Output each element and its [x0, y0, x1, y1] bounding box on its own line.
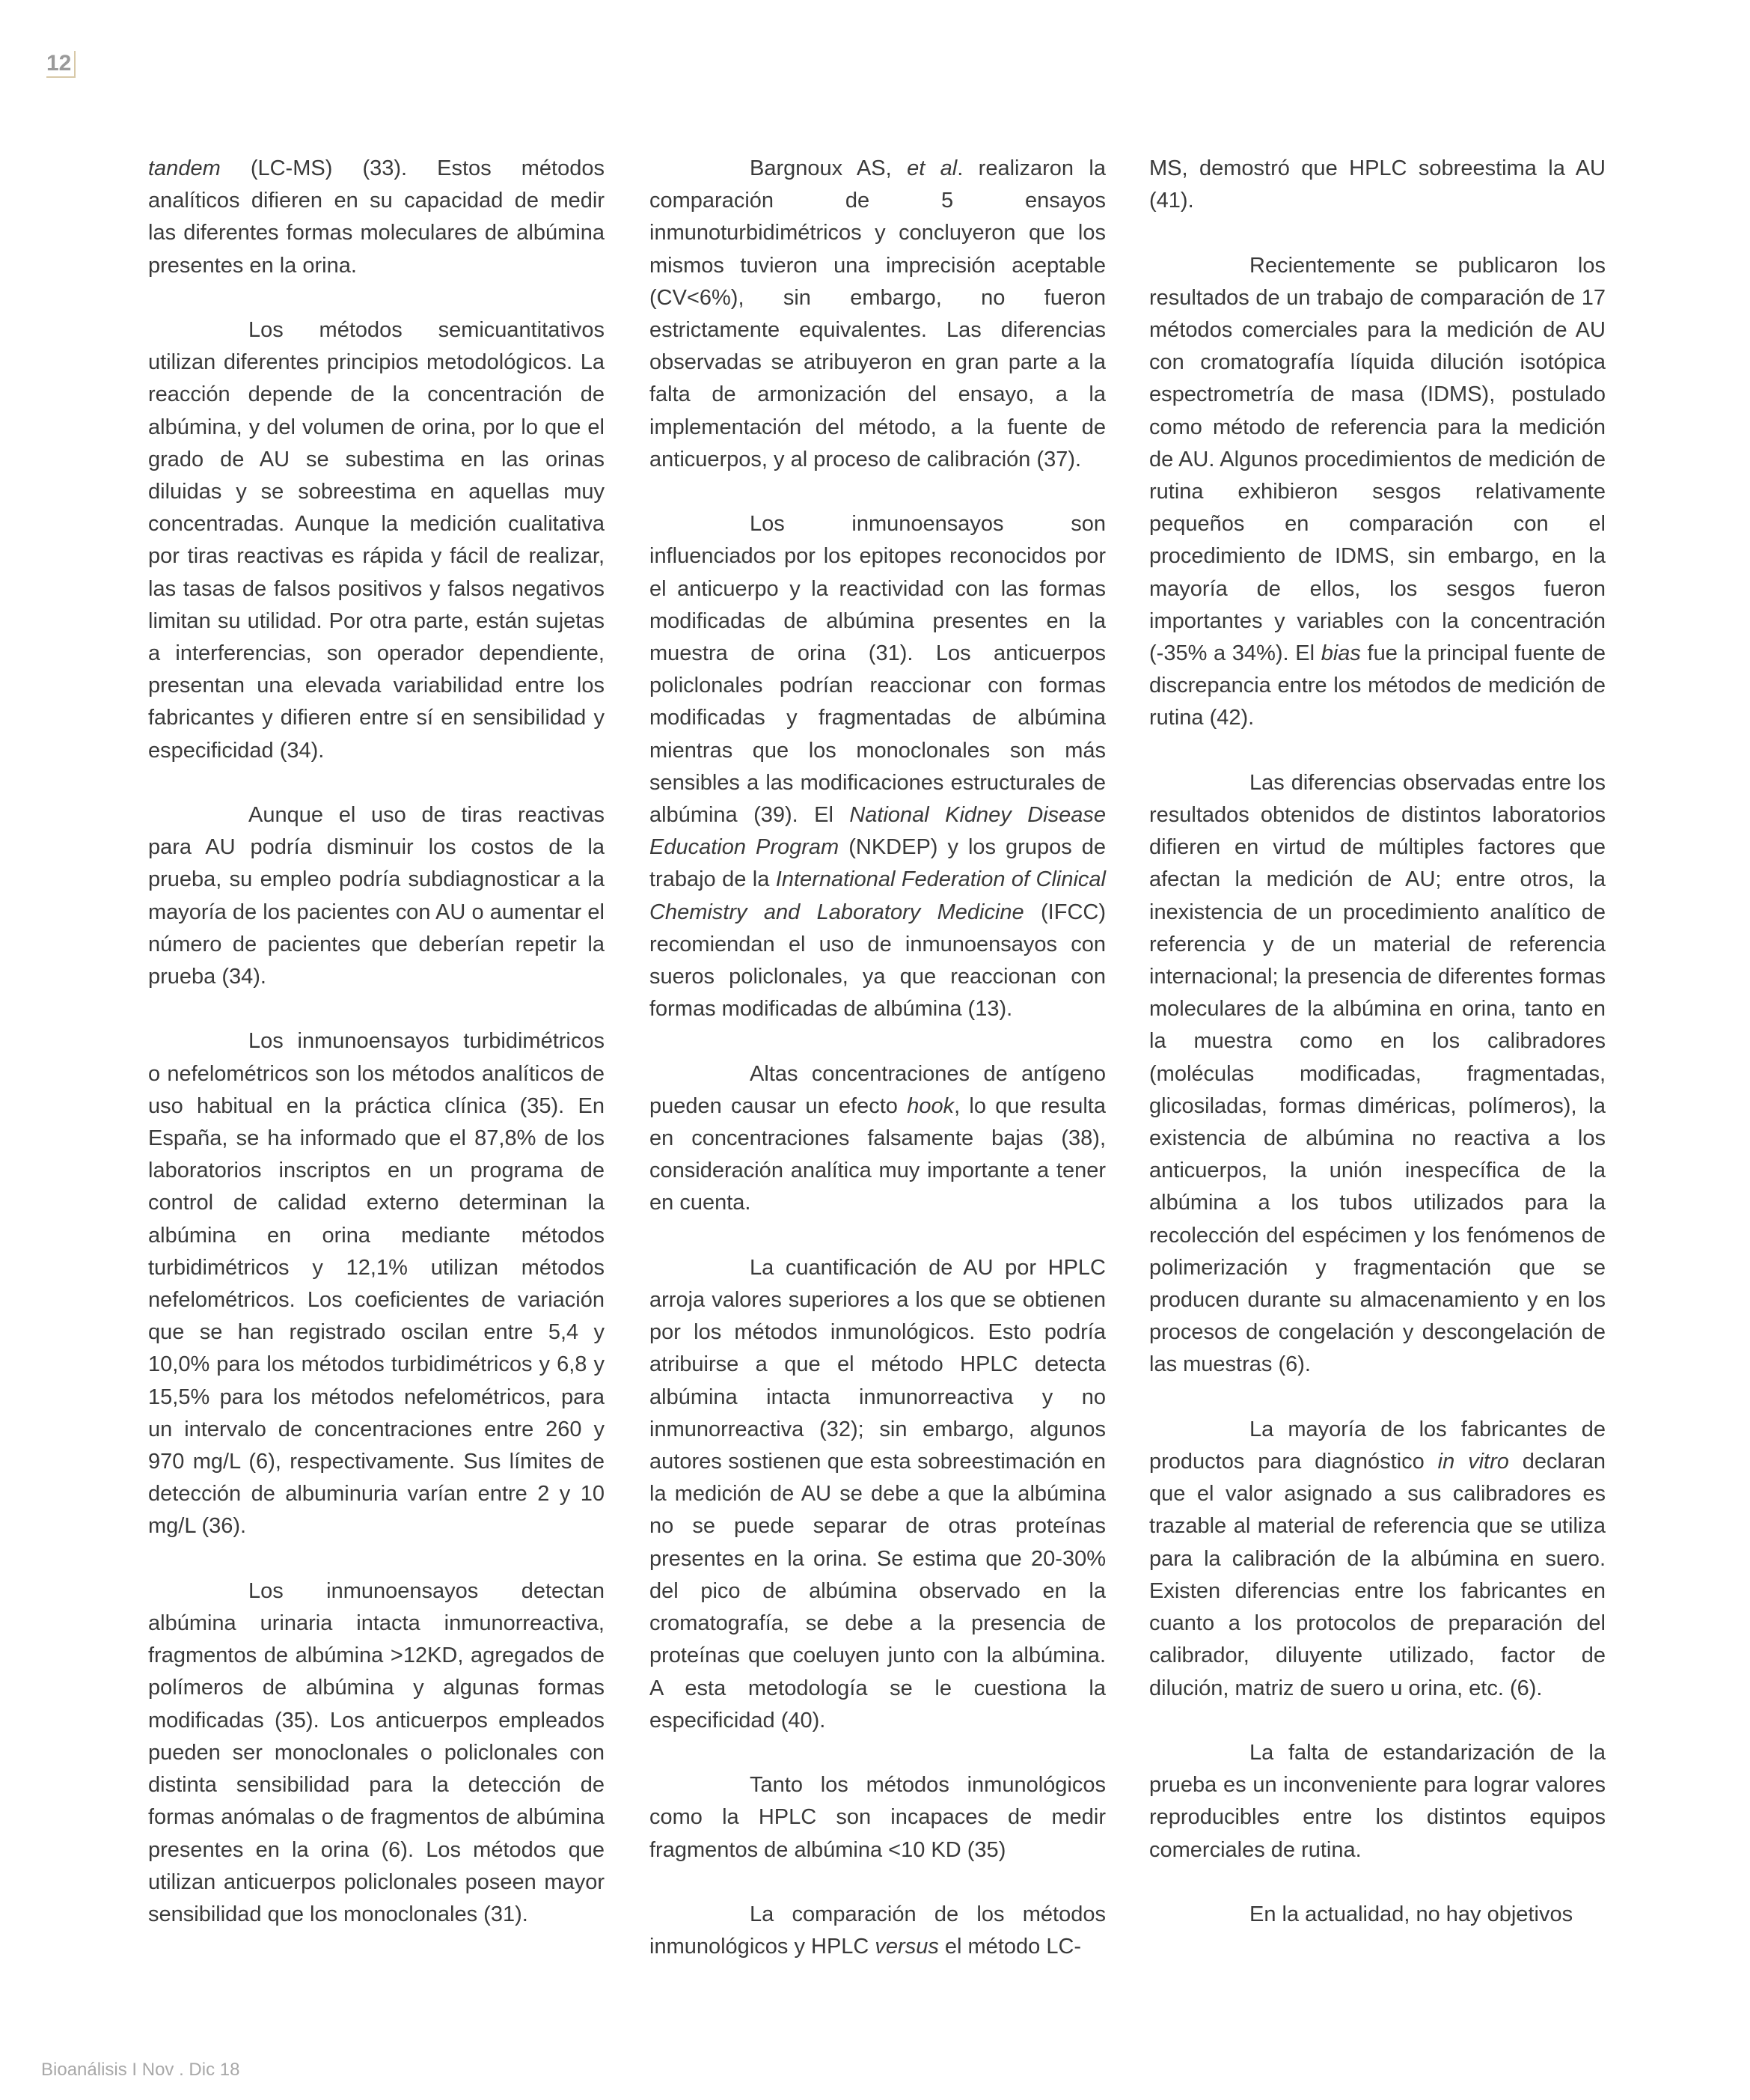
text-run: Los inmunoensayos turbidimétricos o nefelométricos son los métodos analíticos de uso habitual en la práctica clínica (35). En España, se ha informado que el 87,8% de los laboratorios inscriptos en un programa de control de calidad externo determinan la albúmina en orina mediante métodos turbidimétricos y 12,1% utilizan métodos nefelométricos. Los coeficientes de variación que se han registrado oscilan entre 5,4 y 10,0% para los métodos turbidimétricos y 6,8 y 15,5% para los métodos nefelométricos, para un intervalo de concentraciones entre 260 y 970 mg/L (6), respectivamente. Sus límites de detección de albuminuria varían entre 2 y 10 mg/L (36).	[148, 1029, 605, 1539]
paragraph	[1149, 1899, 1606, 1931]
text-column-left	[148, 153, 605, 1931]
text-column-middle	[649, 153, 1106, 1963]
paragraph	[1149, 1737, 1606, 1867]
italic-text: International Federation of Clinical Chemistry and Laboratory Medicine	[649, 867, 1106, 924]
paragraph	[148, 1025, 605, 1542]
text-run: Las diferencias observadas entre los resultados obtenidos de distintos laboratorios difieren en virtud de múltiples factores que afectan la medición de AU; entre otros, la inexistencia de un procedimiento analítico de referencia y de un material de referencia internacional; la presencia de diferentes formas moleculares de la albúmina en orina, tanto en la muestra como en los calibradores (moléculas modificadas, fragmentadas, glicosiladas, formas diméricas, polímeros), la existencia de albúmina no reactiva a los anticuerpos, la unión inespecífica de la albúmina a los tubos utilizados para la recolección del espécimen y los fenómenos de polimerización y fragmentación que se producen durante su almacenamiento y en los procesos de congelación y descongelación de las muestras (6).	[1149, 770, 1606, 1377]
text-run: Los métodos semicuantitativos utilizan diferentes principios metodológicos. La reacción depende de la concentración de albúmina, y del volumen de orina, por lo que el grado de AU se subestima en las orinas diluidas y se sobreestima en aquellas muy concentradas. Aunque la medición cualitativa por tiras reactivas es rápida y fácil de realizar, las tasas de falsos positivos y falsos negativos limitan su utilidad. Por otra parte, están sujetas a interferencias, son operador dependiente, presentan una elevada variabilidad entre los fabricantes y difieren entre sí en sensibilidad y especificidad (34).	[148, 318, 605, 763]
italic-text: bias	[1321, 641, 1361, 666]
text-run: Aunque el uso de tiras reactivas para AU podría disminuir los costos de la prueba, su empleo podría subdiagnosticar a la mayoría de los pacientes con AU o aumentar el número de pacientes que deberían repetir la prueba (34).	[148, 803, 605, 989]
text-run: Recientemente se publicaron los resultados de un trabajo de comparación de 17 métodos comerciales para la medición de AU con cromatografía líquida dilución isotópica espectrometría de masa (IDMS), postulado como método de referencia para la medición de AU. Algunos procedimientos de medición de rutina exhibieron sesgos relativamente pequeños en comparación con el procedimiento de IDMS, sin embargo, en la mayoría de ellos, los sesgos fueron importantes y variables con la concentración (-35% a 34%). El	[1149, 253, 1606, 666]
text-run: Los inmunoensayos detectan albúmina urinaria intacta inmunorreactiva, fragmentos de albúmina >12KD, agregados de polímeros de albúmina y algunas formas modificadas (35). Los anticuerpos empleados pueden ser monoclonales o policlonales con distinta sensibilidad para la detección de formas anómalas o de fragmentos de albúmina presentes en la orina (6). Los métodos que utilizan anticuerpos policlonales poseen mayor sensibilidad que los monoclonales (31).	[148, 1578, 605, 1926]
text-run: La falta de estandarización de la prueba es un inconveniente para lograr valores reproducibles entre los distintos equipos comerciales de rutina.	[1149, 1740, 1606, 1862]
text-run: . realizaron la comparación de 5 ensayos inmunoturbidimétricos y concluyeron que los mismos tuvieron una imprecisión aceptable (CV<6%), sin embargo, no fueron estrictamente equivalentes. Las diferencias observadas se atribuyeron en gran parte a la falta de armonización del ensayo, a la implementación del método, a la fuente de anticuerpos, y al proceso de calibración (37).	[649, 156, 1106, 471]
italic-text: et al	[907, 156, 958, 180]
paragraph	[649, 153, 1106, 476]
paragraph	[1149, 153, 1606, 217]
text-run: el método LC-	[938, 1935, 1082, 1959]
paragraph	[148, 314, 605, 767]
text-run: (NKDEP) y los grupos de trabajo de la	[649, 835, 1106, 892]
footer-publication: Bioanálisis I Nov . Dic 18	[41, 2060, 240, 2080]
text-run: MS, demostró que HPLC sobreestima la AU (41).	[1149, 156, 1606, 213]
paragraph	[1149, 767, 1606, 1382]
text-column-right	[1149, 153, 1606, 1931]
text-run: (IFCC) recomiendan el uso de inmunoensayos con sueros policlonales, ya que reaccionan con formas modificadas de albúmina (13).	[649, 900, 1106, 1022]
text-run: Altas concentraciones de antígeno pueden causar un efecto	[649, 1061, 1106, 1118]
paragraph	[649, 1899, 1106, 1963]
italic-text: in vitro	[1437, 1450, 1509, 1474]
text-run: Los inmunoensayos son influenciados por los epitopes reconocidos por el anticuerpo y la reactividad con las formas modificadas de albúmina presentes en la muestra de orina (31). Los anticuerpos policlonales podrían reaccionar con formas modificadas y fragmentadas de albúmina mientras que los monoclonales son más sensibles a las modificaciones estructurales de albúmina (39). El	[649, 512, 1106, 828]
text-run: La cuantificación de AU por HPLC arroja valores superiores a los que se obtienen por los métodos inmunológicos. Esto podría atribuirse a que el método HPLC detecta albúmina intacta inmunorreactiva y no inmunorreactiva (32); sin embargo, algunos autores sostienen que esta sobreestimación en la medición de AU se debe a que la albúmina no se puede separar de otras proteínas presentes en la orina. Se estima que 20-30% del pico de albúmina observado en la cromatografía, se debe a la presencia de proteínas que coeluyen junto con la albúmina. A esta metodología se le cuestiona la especificidad (40).	[649, 1255, 1106, 1733]
text-run: Bargnoux AS,	[750, 156, 908, 180]
text-run: declaran que el valor asignado a sus calibradores es trazable al material de referencia que se utiliza para la calibración de la albúmina en suero. Existen diferencias entre los fabricantes en cuanto a los protocolos de preparación del calibrador, diluyente utilizado, factor de dilución, matriz de suero u orina, etc. (6).	[1149, 1450, 1606, 1700]
paragraph	[148, 1575, 605, 1931]
paragraph	[649, 1058, 1106, 1220]
text-run: (LC-MS) (33). Estos métodos analíticos difieren en su capacidad de medir las diferentes formas moleculares de albúmina presentes en la orina.	[148, 156, 605, 278]
paragraph	[148, 799, 605, 993]
paragraph	[649, 1769, 1106, 1867]
text-run: fue la principal fuente de discrepancia entre los métodos de medición de rutina (42).	[1149, 641, 1606, 730]
text-run: En la actualidad, no hay objetivos	[1249, 1902, 1573, 1926]
paragraph	[649, 508, 1106, 1025]
paragraph	[649, 1252, 1106, 1737]
text-run: La comparación de los métodos inmunológicos y HPLC	[649, 1902, 1106, 1959]
italic-text: versus	[875, 1935, 939, 1959]
text-run: Tanto los métodos inmunológicos como la HPLC son incapaces de medir fragmentos de albúmina <10 KD (35)	[649, 1773, 1106, 1862]
italic-text: hook	[907, 1093, 955, 1118]
text-run: , lo que resulta en concentraciones falsamente bajas (38), consideración analítica muy importante a tener en cuenta.	[649, 1093, 1106, 1215]
paragraph	[1149, 250, 1606, 735]
italic-text: tandem	[148, 156, 221, 180]
paragraph	[148, 153, 605, 282]
paragraph	[1149, 1414, 1606, 1705]
page-number: 12	[46, 51, 76, 78]
italic-text: National Kidney Disease Education Program	[649, 803, 1106, 860]
text-run: La mayoría de los fabricantes de productos para diagnóstico	[1149, 1417, 1606, 1474]
